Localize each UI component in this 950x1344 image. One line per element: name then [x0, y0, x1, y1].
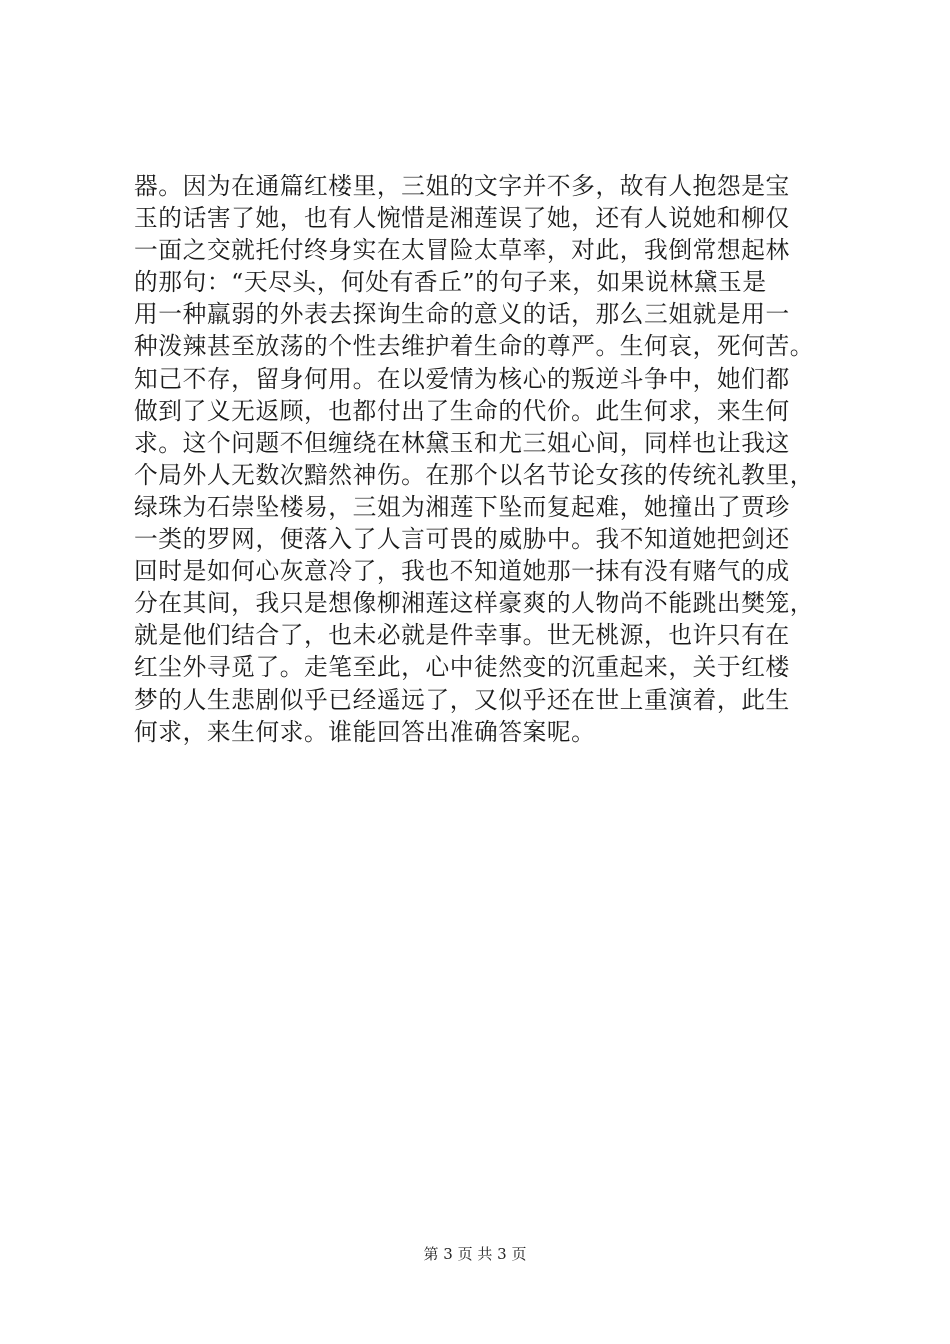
text-line: 回时是如何心灰意冷了，我也不知道她那一抹有没有赌气的成: [134, 557, 790, 586]
text-line: 一面之交就托付终身实在太冒险太草率，对此，我倒常想起林: [134, 236, 790, 265]
text-line: 分在其间，我只是想像柳湘莲这样豪爽的人物尚不能跳出樊笼，: [134, 589, 815, 618]
text-line: 玉的话害了她，也有人惋惜是湘莲误了她，还有人说她和柳仅: [134, 204, 790, 233]
text-line: 种泼辣甚至放荡的个性去维护着生命的尊严。生何哀，死何苦。: [134, 332, 815, 361]
text-line: 的那句：“天尽头，何处有香丘”的句子来，如果说林黛玉是: [134, 268, 767, 297]
text-line: 就是他们结合了，也未必就是件幸事。世无桃源，也许只有在: [134, 621, 790, 650]
text-line: 一类的罗网，便落入了人言可畏的威胁中。我不知道她把剑还: [134, 525, 790, 554]
text-line: 知己不存，留身何用。在以爱情为核心的叛逆斗争中，她们都: [134, 364, 790, 393]
text-line: 梦的人生悲剧似乎已经遥远了，又似乎还在世上重演着，此生: [134, 685, 790, 714]
page-number: 第 3 页 共 3 页: [423, 1245, 527, 1263]
body-paragraph: [134, 170, 846, 748]
text-line: 器。因为在通篇红楼里，三姐的文字并不多，故有人抱怨是宝: [134, 172, 790, 200]
page-footer: [0, 1244, 950, 1264]
text-line: 用一种羸弱的外表去探询生命的意义的话，那么三姐就是用一: [134, 300, 790, 329]
text-line: 做到了义无返顾，也都付出了生命的代价。此生何求，来生何: [134, 396, 790, 425]
text-line: 个局外人无数次黯然神伤。在那个以名节论女孩的传统礼教里，: [134, 460, 815, 489]
text-line: 何求，来生何求。谁能回答出准确答案呢。: [134, 717, 596, 746]
text-line: 红尘外寻觅了。走笔至此，心中徒然变的沉重起来，关于红楼: [134, 653, 790, 682]
text-line: 绿珠为石崇坠楼易，三姐为湘莲下坠而复起难，她撞出了贾珍: [134, 492, 790, 521]
text-line: 求。这个问题不但缠绕在林黛玉和尤三姐心间，同样也让我这: [134, 428, 790, 457]
